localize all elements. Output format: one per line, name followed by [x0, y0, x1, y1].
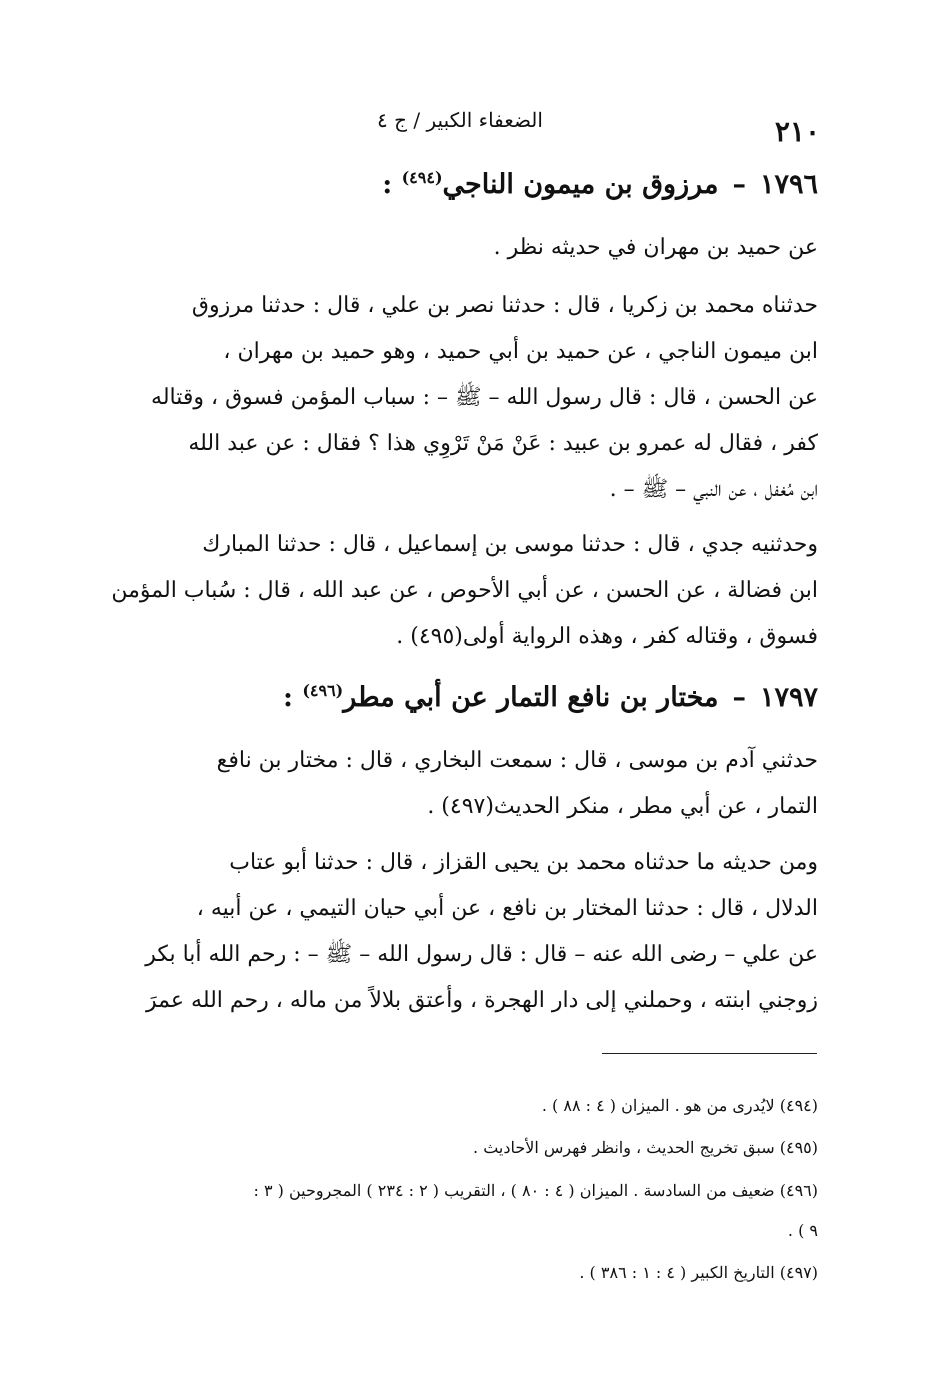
paragraph-narrator-note — [108, 225, 818, 271]
text-line: وحدثنيه جدي ، قال : حدثنا موسى بن إسماعيل ، قال : حدثنا المبارك — [202, 532, 818, 557]
text-line: فسوق ، وقتاله كفر ، وهذه الرواية أولى(٤٩٥) . — [396, 624, 818, 649]
text-line: عن علي – رضى الله عنه – قال : قال رسول الله – ﷺ – : رحم الله أبا بكر — [145, 942, 818, 967]
entry-separator: – — [732, 169, 746, 200]
footnote-496-continued: ٩ ) . — [787, 1221, 818, 1240]
text-line: الدلال ، قال : حدثنا المختار بن نافع ، عن أبي حيان التيمي ، عن أبيه ، — [196, 896, 818, 921]
paragraph-hadith-1 — [108, 283, 818, 513]
footnote-496: (٤٩٦) ضعيف من السادسة . الميزان ( ٤ : ٨٠ ) ، التقريب ( ٢ : ٢٣٤ ) المجروحين ( ٣ : — [253, 1181, 818, 1200]
paragraph-bukhari-note — [108, 738, 818, 830]
text-line: حدثناه محمد بن زكريا ، قال : حدثنا نصر بن علي ، قال : حدثنا مرزوق — [191, 293, 818, 318]
entry-separator: – — [732, 682, 746, 713]
entry-number: ١٧٩٦ — [759, 169, 818, 200]
text-line: ومن حديثه ما حدثناه محمد بن يحيى القزاز ، قال : حدثنا أبو عتاب — [229, 850, 818, 875]
footnote-ref: (٤٩٤) — [401, 168, 443, 187]
entry-number: ١٧٩٧ — [759, 682, 818, 713]
text-line: التمار ، عن أبي مطر ، منكر الحديث(٤٩٧) . — [427, 794, 818, 819]
paragraph-hadith-3 — [108, 840, 818, 1024]
page-number: ٢١٠ — [774, 115, 820, 148]
paragraph-hadith-2 — [108, 522, 818, 660]
footnote-494: (٤٩٤) لايُدرى من هو . الميزان ( ٤ : ٨٨ ) . — [541, 1096, 818, 1115]
text-line: ابن ميمون الناجي ، عن حميد بن أبي حميد ، وهو حميد بن مهران ، — [223, 339, 818, 364]
footnote-497: (٤٩٧) التاريخ الكبير ( ٤ : ١ : ٣٨٦ ) . — [579, 1263, 818, 1282]
running-header-title: الضعفاء الكبير / ج ٤ — [377, 108, 543, 132]
footnote-divider — [602, 1053, 817, 1054]
text-line: زوجني ابنته ، وحملني إلى دار الهجرة ، وأعتق بلالاً من ماله ، رحم الله عمرَ — [146, 988, 818, 1013]
entry-heading-1796 — [240, 162, 818, 208]
footnote-ref: (٤٩٦) — [302, 681, 344, 700]
entry-colon: : — [282, 682, 293, 713]
entry-heading-1797 — [240, 675, 818, 721]
footnote-495: (٤٩٥) سبق تخريج الحديث ، وانظر فهرس الأحاديث . — [473, 1138, 818, 1157]
text-line: حدثني آدم بن موسى ، قال : سمعت البخاري ، قال : مختار بن نافع — [216, 748, 818, 773]
entry-name: مختار بن نافع التمار عن أبي مطر — [343, 682, 719, 713]
text-line: كفر ، فقال له عمرو بن عبيد : عَنْ مَنْ تَرْوِي هذا ؟ فقال : عن عبد الله — [188, 431, 818, 456]
text-line: ابن فضالة ، عن الحسن ، عن أبي الأحوص ، عن عبد الله ، قال : سُباب المؤمن — [111, 578, 818, 603]
entry-name: مرزوق بن ميمون الناجي — [442, 169, 719, 200]
entry-colon: : — [382, 169, 393, 200]
text-line: عن الحسن ، قال : قال رسول الله – ﷺ – : سباب المؤمن فسوق ، وقتاله — [151, 385, 818, 410]
text-line: ابن مُغفل ، عن النبي – ﷺ – . — [609, 477, 818, 502]
text-line: عن حميد بن مهران في حديثه نظر . — [493, 235, 818, 260]
